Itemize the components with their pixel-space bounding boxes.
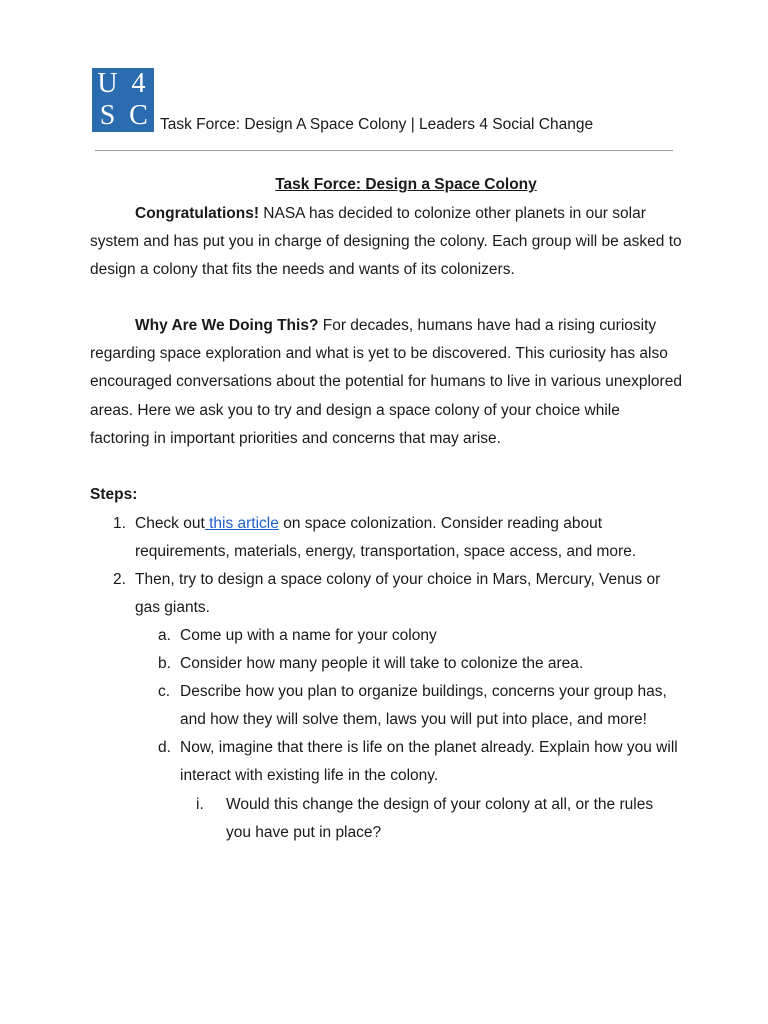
list-item-text: Would this change the design of your colony at all, or the rules you have put in place?	[226, 796, 654, 842]
list-marker: a.	[158, 627, 171, 644]
intro-paragraph	[90, 200, 682, 285]
intro-lead: Congratulations!	[135, 205, 259, 222]
header-title: Task Force: Design A Space Colony | Leaders 4 Social Change	[160, 116, 594, 133]
list-item-text: Come up with a name for your colony	[180, 627, 437, 644]
why-text: For decades, humans have had a rising curiosity regarding space exploration and what is yet to be discovered. This curiosity has also encouraged conversations about the potential for humans to live in various unexplored areas. Here we ask you to try and design a space colony of your choice while factoring in important priorities and concerns that may arise.	[90, 317, 682, 447]
why-lead: Why Are We Doing This?	[135, 317, 319, 334]
document-title: Task Force: Design a Space Colony	[275, 176, 537, 193]
list-item	[158, 650, 680, 678]
list-item-text: Check out	[135, 515, 205, 532]
list-item	[158, 734, 680, 790]
logo-letter: S	[99, 100, 116, 131]
steps-label: Steps:	[90, 486, 138, 503]
list-item-text: Then, try to design a space colony of your choice in Mars, Mercury, Venus or gas giants.	[135, 571, 661, 617]
list-marker: i.	[196, 796, 204, 813]
list-item	[113, 510, 675, 566]
logo-letter: U	[97, 68, 118, 99]
u4sc-logo	[92, 68, 154, 132]
list-marker: 1.	[113, 515, 126, 532]
list-item-text: on space colonization. Consider reading about requirements, materials, energy, transportation, space access, and more.	[135, 515, 637, 561]
article-link[interactable]: this article	[204, 515, 279, 532]
list-marker: b.	[158, 655, 171, 672]
list-marker: d.	[158, 739, 171, 756]
list-item	[196, 791, 676, 847]
logo-letter: C	[129, 100, 148, 131]
list-marker: 2.	[113, 571, 126, 588]
list-marker: c.	[158, 683, 171, 700]
why-paragraph	[90, 312, 682, 453]
list-item	[158, 678, 680, 734]
list-item	[158, 622, 680, 650]
list-item-text: Now, imagine that there is life on the planet already. Explain how you will interact with existing life in the colony.	[180, 739, 678, 785]
header-divider	[95, 150, 673, 151]
logo-letter: 4	[131, 68, 146, 99]
list-item	[113, 566, 680, 622]
list-item-text: Describe how you plan to organize buildings, concerns your group has, and how they will solve them, laws you will put into place, and more!	[180, 683, 667, 729]
intro-text: NASA has decided to colonize other planets in our solar system and has put you in charge of designing the colony. Each group will be asked to design a colony that fits the needs and wants of its colonizers.	[90, 205, 682, 279]
list-item-text: Consider how many people it will take to colonize the area.	[180, 655, 584, 672]
